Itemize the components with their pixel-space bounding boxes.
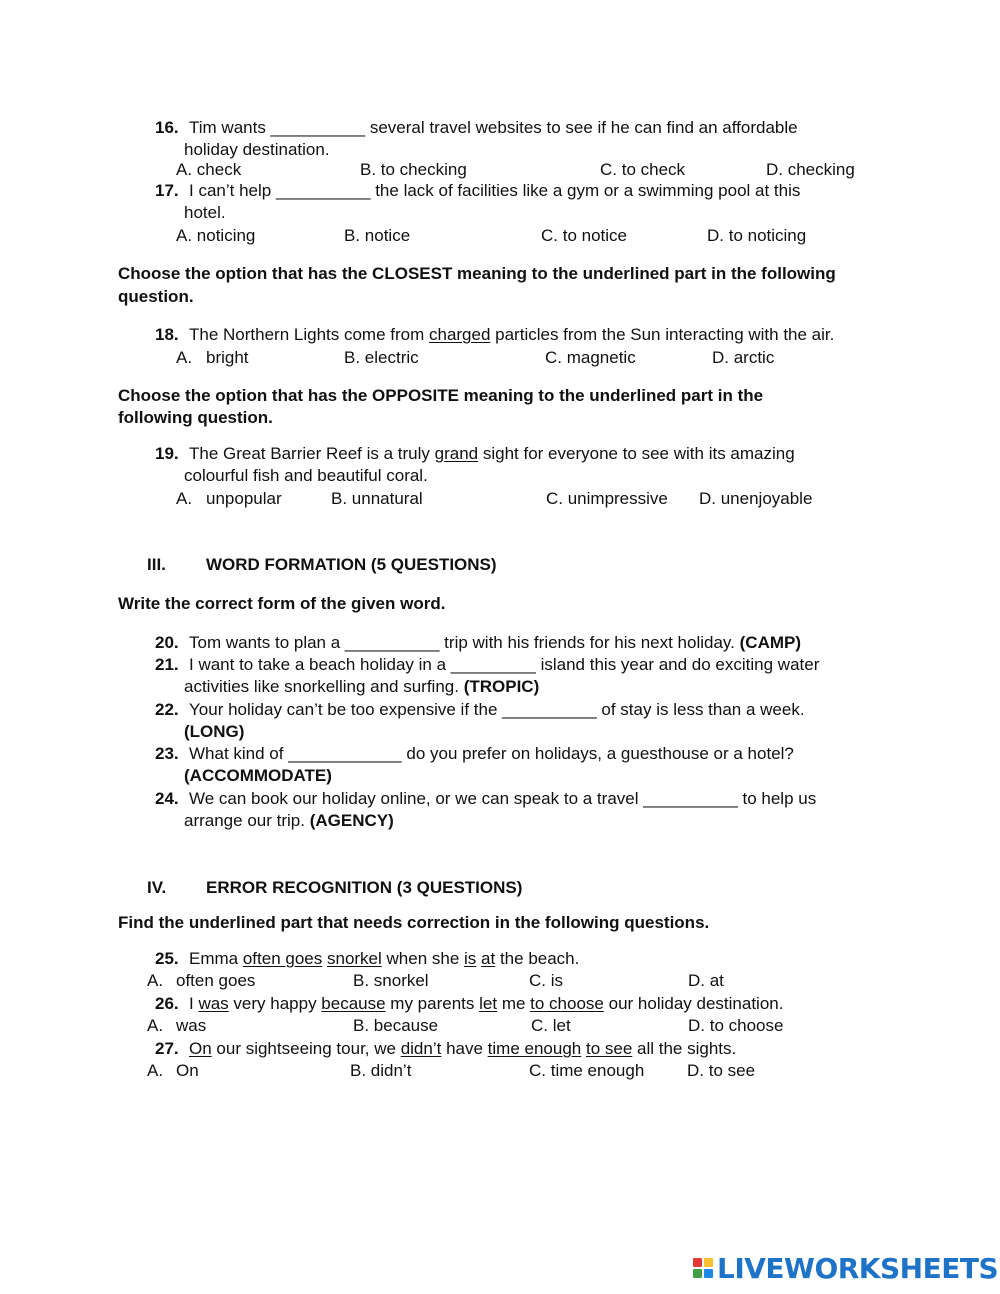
q16-line2: holiday destination. (184, 140, 330, 159)
q17-line2: hotel. (184, 203, 226, 222)
q25-text: the beach. (495, 949, 580, 968)
q25-underlined-d: at (481, 949, 496, 968)
q26-text: our holiday destination. (603, 994, 784, 1013)
instruction-closest-line1: Choose the option that has the CLOSEST meaning to the underlined part in the following (118, 264, 836, 283)
q27-underlined-c: time enough (487, 1039, 582, 1058)
q25-underlined-c: is (464, 949, 477, 968)
q18-option-a-letter: A. (176, 348, 193, 367)
logo-block (704, 1258, 713, 1267)
q25-option-c: C. is (529, 971, 563, 990)
q18-underlined: charged (428, 325, 491, 344)
q27-text: have (441, 1039, 488, 1058)
q16-option-b: B. to checking (360, 160, 467, 179)
q27-sentence (189, 1038, 736, 1060)
q26-option-d: D. to choose (688, 1016, 784, 1035)
instruction-word-formation: Write the correct form of the given word. (118, 594, 446, 613)
q27-option-a-text: On (176, 1061, 199, 1080)
logo-text: LIVEWORKSHEETS (717, 1251, 999, 1285)
q25-number: 25. (155, 949, 179, 968)
instruction-error: Find the underlined part that needs correction in the following questions. (118, 913, 710, 932)
q27-option-b: B. didn’t (350, 1061, 412, 1080)
q26-option-a-letter: A. (147, 1016, 164, 1035)
q20-text: Tom wants to plan a __________ trip with his friends for his next holiday. (189, 633, 735, 652)
q19-line2: colourful fish and beautiful coral. (184, 466, 428, 485)
q26-option-b: B. because (353, 1016, 439, 1035)
q27-underlined-b: didn’t (400, 1039, 442, 1058)
q25-option-d: D. at (688, 971, 724, 990)
q27-text: all the sights. (632, 1039, 737, 1058)
q21-word: (TROPIC) (463, 677, 540, 696)
q18-option-c: C. magnetic (545, 348, 636, 367)
logo-block (693, 1258, 702, 1267)
q17-line1: I can’t help __________ the lack of facilities like a gym or a swimming pool at this (189, 181, 801, 200)
q24-number: 24. (155, 789, 179, 808)
section4-numeral: IV. (147, 878, 167, 897)
q19-option-b: B. unnatural (331, 489, 423, 508)
q16-option-d: D. checking (766, 160, 855, 179)
q24-line2-wrap (184, 810, 394, 832)
instruction-closest-line2: question. (118, 287, 194, 306)
q20-number: 20. (155, 633, 179, 652)
logo-block (704, 1269, 713, 1278)
q25-option-b: B. snorkel (353, 971, 429, 990)
q25-option-a-letter: A. (147, 971, 164, 990)
q25-text: Emma (189, 949, 243, 968)
q17-option-a: A. noticing (176, 226, 256, 245)
q16-line1: Tim wants __________ several travel websites to see if he can find an affordable (189, 118, 798, 137)
q25-sentence (189, 948, 579, 970)
q21-line2-wrap (184, 676, 539, 698)
q18-number: 18. (155, 325, 179, 344)
q25-underlined-b: snorkel (326, 949, 382, 968)
q23-number: 23. (155, 744, 179, 763)
q22-word: (LONG) (184, 722, 245, 741)
q26-underlined-c: let (479, 994, 498, 1013)
section3-numeral: III. (147, 555, 166, 574)
q19-number: 19. (155, 444, 179, 463)
q26-option-a-text: was (176, 1016, 207, 1035)
q16-option-a: A. check (176, 160, 242, 179)
q27-option-c: C. time enough (529, 1061, 645, 1080)
q26-text: very happy (228, 994, 322, 1013)
q17-option-b: B. notice (344, 226, 411, 245)
q18-sentence (189, 324, 834, 346)
q26-underlined-d: to choose (530, 994, 604, 1013)
q23-line1: What kind of ____________ do you prefer on holidays, a guesthouse or a hotel? (189, 744, 794, 763)
q20-word: (CAMP) (739, 633, 802, 652)
instruction-opposite-line1: Choose the option that has the OPPOSITE meaning to the underlined part in the (118, 386, 764, 405)
instruction-opposite-line2: following question. (118, 408, 273, 427)
q19-option-c: C. unimpressive (546, 489, 668, 508)
q24-line2: arrange our trip. (184, 811, 305, 830)
q24-word: (AGENCY) (309, 811, 394, 830)
logo-block (693, 1269, 702, 1278)
q26-text: I (189, 994, 199, 1013)
q24-line1: We can book our holiday online, or we can speak to a travel __________ to help us (189, 789, 817, 808)
q19-underlined: grand (434, 444, 479, 463)
q27-number: 27. (155, 1039, 179, 1058)
q19-option-d: D. unenjoyable (699, 489, 813, 508)
section3-title: WORD FORMATION (5 QUESTIONS) (206, 555, 497, 574)
q25-option-a-text: often goes (176, 971, 256, 990)
q27-underlined-a: On (189, 1039, 212, 1058)
q26-option-c: C. let (531, 1016, 571, 1035)
q26-number: 26. (155, 994, 179, 1013)
q16-number: 16. (155, 118, 179, 137)
q27-underlined-d: to see (585, 1039, 633, 1058)
q27-text: our sightseeing tour, we (211, 1039, 401, 1058)
q17-number: 17. (155, 181, 179, 200)
q19-option-a-letter: A. (176, 489, 193, 508)
q19-option-a-text: unpopular (206, 489, 282, 508)
q18-option-d: D. arctic (712, 348, 775, 367)
q25-text: when she (381, 949, 465, 968)
logo-blocks-icon (693, 1258, 713, 1278)
q27-option-a-letter: A. (147, 1061, 164, 1080)
q25-underlined-a: often goes (242, 949, 323, 968)
q21-number: 21. (155, 655, 179, 674)
q22-number: 22. (155, 700, 179, 719)
q27-option-d: D. to see (687, 1061, 756, 1080)
q22-line1: Your holiday can’t be too expensive if the __________ of stay is less than a week. (189, 700, 805, 719)
q26-sentence (189, 993, 783, 1015)
q20-line1 (189, 632, 801, 654)
liveworksheets-logo (693, 1252, 998, 1284)
q18-option-a-text: bright (206, 348, 249, 367)
q16-option-c: C. to check (600, 160, 686, 179)
q26-text: my parents (385, 994, 480, 1013)
q18-option-b: B. electric (344, 348, 419, 367)
q18-post: particles from the Sun interacting with the air. (490, 325, 835, 344)
q21-line2: activities like snorkelling and surfing. (184, 677, 459, 696)
q19-post: sight for everyone to see with its amazing (478, 444, 795, 463)
q23-word: (ACCOMMODATE) (184, 766, 332, 785)
q26-text: me (497, 994, 531, 1013)
q26-underlined-a: was (198, 994, 229, 1013)
section4-title: ERROR RECOGNITION (3 QUESTIONS) (206, 878, 523, 897)
q19-pre: The Great Barrier Reef is a truly (189, 444, 435, 463)
q26-underlined-b: because (321, 994, 386, 1013)
q18-pre: The Northern Lights come from (189, 325, 429, 344)
q17-option-c: C. to notice (541, 226, 627, 245)
q19-sentence (189, 443, 795, 465)
q21-line1: I want to take a beach holiday in a _________ island this year and do exciting water (189, 655, 820, 674)
q17-option-d: D. to noticing (707, 226, 807, 245)
